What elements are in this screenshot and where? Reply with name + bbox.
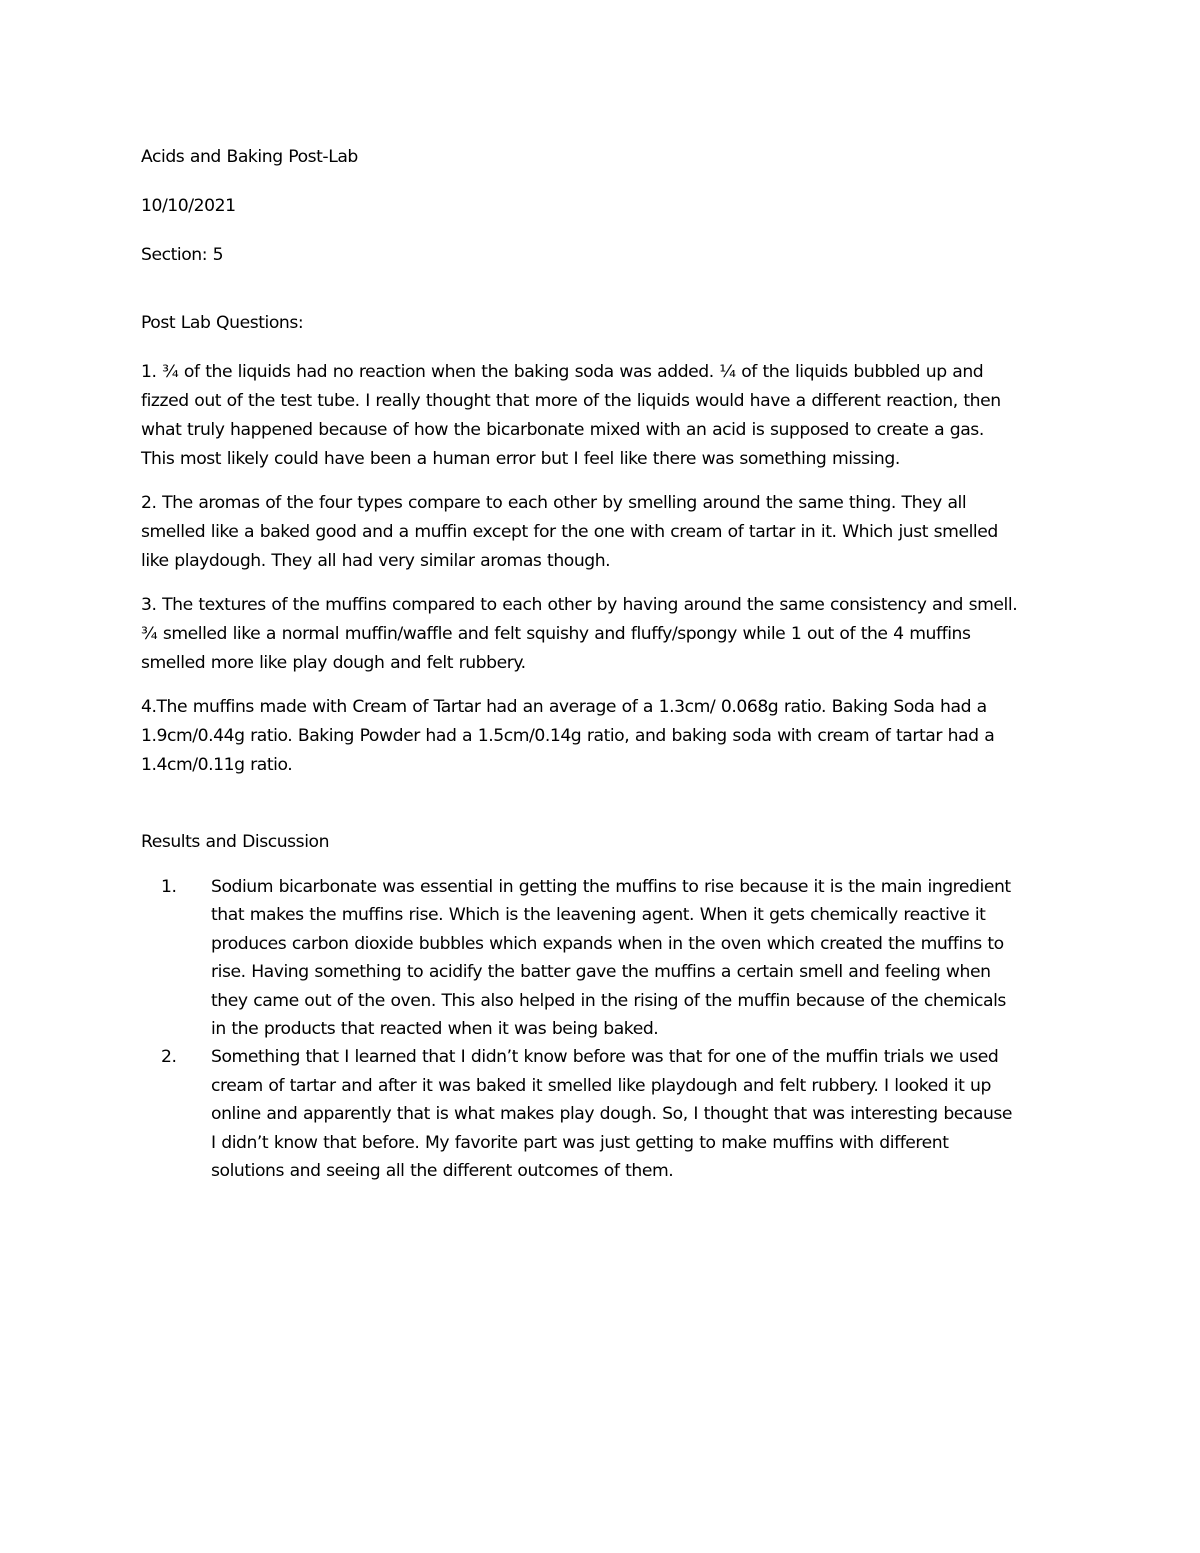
answer-line: fizzed out of the test tube. I really thought that more of the liquids would have a different reaction, then [141, 391, 1001, 411]
list-line: they came out of the oven. This also helped in the rising of the muffin because of the chemicals [211, 990, 1006, 1011]
document-body [141, 143, 1056, 1185]
document-date: 10/10/2021 [141, 196, 236, 216]
list-line: rise. Having something to acidify the batter gave the muffins a certain smell and feeling when [211, 962, 991, 983]
list-line: in the products that reacted when it was being baked. [211, 1019, 659, 1040]
answer-line: 1. ¾ of the liquids had no reaction when the baking soda was added. ¼ of the liquids bubbled up and [141, 362, 984, 382]
answer-line: smelled like a baked good and a muffin except for the one with cream of tartar in it. Which just smelled [141, 522, 998, 542]
answer-4 [141, 693, 1056, 780]
list-number: 1. [161, 877, 177, 897]
answer-line: This most likely could have been a human error but I feel like there was something missing. [141, 449, 900, 469]
list-line: solutions and seeing all the different outcomes of them. [211, 1161, 674, 1182]
list-line: I didn’t know that before. My favorite part was just getting to make muffins with different [211, 1132, 949, 1153]
results-heading: Results and Discussion [141, 832, 330, 852]
answer-2 [141, 489, 1056, 576]
list-line: Something that I learned that I didn’t know before was that for one of the muffin trials we used [211, 1047, 999, 1068]
list-line: produces carbon dioxide bubbles which expands when in the oven which created the muffins to [211, 933, 1004, 954]
answer-line: 2. The aromas of the four types compare to each other by smelling around the same thing. They all [141, 493, 967, 513]
answer-line: 1.4cm/0.11g ratio. [141, 755, 293, 775]
answer-line: ¾ smelled like a normal muffin/waffle and felt squishy and fluffy/spongy while 1 out of the 4 muffins [141, 624, 971, 644]
answer-line: like playdough. They all had very similar aromas though. [141, 551, 611, 571]
answer-line: what truly happened because of how the bicarbonate mixed with an acid is supposed to create a gas. [141, 420, 984, 440]
answer-3 [141, 591, 1056, 678]
list-item [141, 873, 1056, 1043]
list-line: that makes the muffins rise. Which is the leavening agent. When it gets chemically reactive it [211, 905, 986, 926]
section-label: Section: 5 [141, 245, 224, 265]
answer-line: 1.9cm/0.44g ratio. Baking Powder had a 1.5cm/0.14g ratio, and baking soda with cream of tartar had a [141, 726, 995, 746]
answer-1 [141, 358, 1056, 474]
results-list [141, 873, 1056, 1185]
post-lab-heading: Post Lab Questions: [141, 313, 304, 333]
list-item [141, 1043, 1056, 1185]
list-number: 2. [161, 1047, 177, 1068]
answer-line: 4.The muffins made with Cream of Tartar had an average of a 1.3cm/ 0.068g ratio. Baking Soda had a [141, 697, 987, 717]
list-line: Sodium bicarbonate was essential in getting the muffins to rise because it is the main ingredient [211, 877, 1011, 897]
document-title: Acids and Baking Post-Lab [141, 147, 358, 167]
answer-line: 3. The textures of the muffins compared to each other by having around the same consistency and smell. [141, 595, 1018, 615]
list-line: online and apparently that is what makes play dough. So, I thought that was interesting because [211, 1104, 1013, 1125]
answer-line: smelled more like play dough and felt rubbery. [141, 653, 526, 673]
list-line: cream of tartar and after it was baked it smelled like playdough and felt rubbery. I looked it up [211, 1075, 991, 1096]
